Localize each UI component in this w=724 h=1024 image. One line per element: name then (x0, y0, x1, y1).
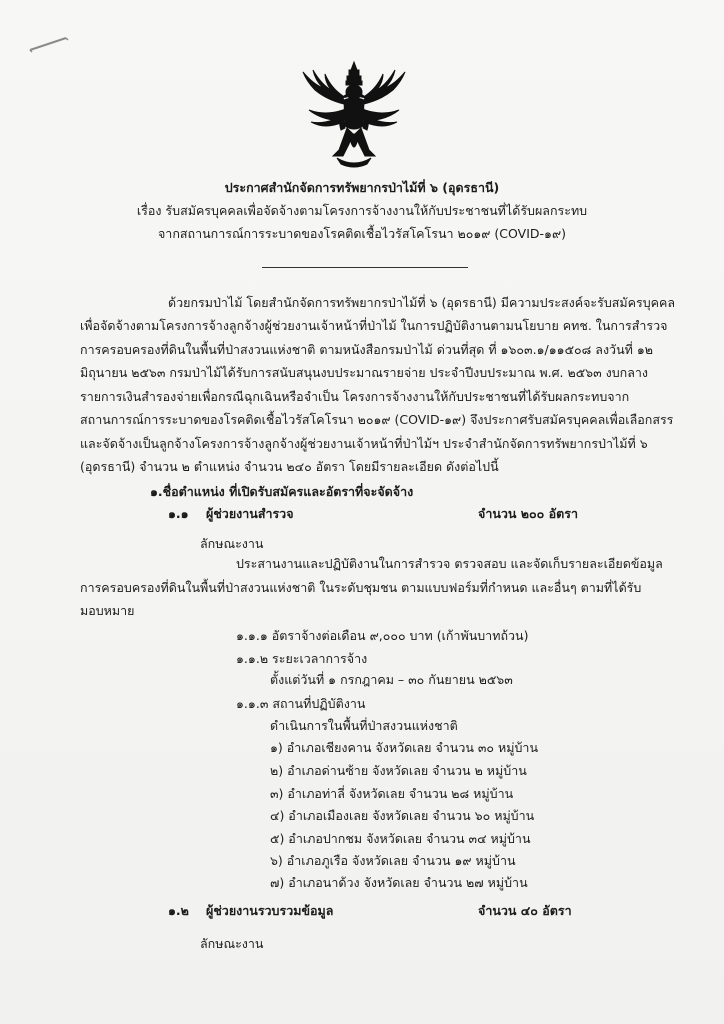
position-1-count: จำนวน ๒๐๐ อัตรา (478, 506, 579, 521)
district-item-2: ๒) อำเภอด่านซ้าย จังหวัดเลย จำนวน ๒ หมู่บ้าน (270, 763, 527, 778)
position-1-number: ๑.๑ (168, 506, 189, 521)
position-1-duty-label: ลักษณะงาน (200, 536, 264, 551)
place-label: ๑.๑.๓ สถานที่ปฏิบัติงาน (236, 696, 366, 711)
announcement-title: ประกาศสำนักจัดการทรัพยากรป่าไม้ที่ ๖ (อุดรธานี) (224, 180, 500, 195)
body-line-3: การครอบครองที่ดินในพื้นที่ป่าสงวนแห่งชาติ ตามหนังสือกรมป่าไม้ ด่วนที่สุด ที่ ๑๖๐๓.๑/๑๑๕๐๘ ลงวันที่ ๑๒ (80, 342, 654, 357)
body-line-7: และจัดจ้างเป็นลูกจ้างโครงการจ้างลูกจ้างผู้ช่วยงานเจ้าหน้าที่ป่าไม้ฯ ประจำสำนักจัดการทรัพยากรป่าไม้ที่ ๖ (80, 436, 648, 451)
district-item-4: ๔) อำเภอเมืองเลย จังหวัดเลย จำนวน ๖๐ หมู่บ้าน (270, 808, 535, 823)
body-line-8: (อุดรธานี) จำนวน ๒ ตำแหน่ง จำนวน ๒๔๐ อัตรา โดยมีรายละเอียด ดังต่อไปนี้ (80, 459, 499, 474)
subject-line-2: จากสถานการณ์การระบาดของโรคติดเชื้อไวรัสโคโรนา ๒๐๑๙ (COVID-๑๙) (157, 226, 566, 241)
wage-item: ๑.๑.๑ อัตราจ้างต่อเดือน ๙,๐๐๐ บาท (เก้าพันบาทถ้วน) (236, 628, 529, 643)
body-line-5: รายการเงินสำรองจ่ายเพื่อกรณีฉุกเฉินหรือจำเป็น โครงการจ้างงานให้กับประชาชนที่ได้รับผลกระทบจาก (80, 389, 630, 404)
position-2-count: จำนวน ๔๐ อัตรา (478, 903, 572, 918)
place-intro: ดำเนินการในพื้นที่ป่าสงวนแห่งชาติ (270, 718, 458, 733)
garuda-emblem (297, 60, 411, 170)
body-line-4: มิถุนายน ๒๕๖๓ กรมป่าไม้ได้รับการสนับสนุนงบประมาณรายจ่าย ประจำปีงบประมาณ พ.ศ. ๒๕๖๓ งบกลาง (80, 365, 649, 380)
position-2-title: ผู้ช่วยงานรวบรวมข้อมูล (206, 903, 334, 918)
position-1-title: ผู้ช่วยงานสำรวจ (206, 506, 294, 521)
body-line-6: สถานการณ์การระบาดของโรคติดเชื้อไวรัสโคโรนา ๒๐๑๙ (COVID-๑๙) จึงประกาศรับสมัครบุคคลเพื่อเลือกสรร (80, 412, 674, 427)
district-item-5: ๕) อำเภอปากชม จังหวัดเลย จำนวน ๓๔ หมู่บ้าน (270, 831, 531, 846)
subject-line-1: เรื่อง รับสมัครบุคคลเพื่อจัดจ้างตามโครงการจ้างงานให้กับประชาชนที่ได้รับผลกระทบ (136, 203, 588, 218)
district-item-3: ๓) อำเภอท่าลี่ จังหวัดเลย จำนวน ๒๘ หมู่บ้าน (270, 786, 514, 801)
position-1-duty-line-2: การครอบครองที่ดินในพื้นที่ป่าสงวนแห่งชาติ ในระดับชุมชน ตามแบบฟอร์มที่กำหนด และอื่นๆ ตามที่ได้รับ (80, 580, 642, 595)
body-line-1: ด้วยกรมป่าไม้ โดยสำนักจัดการทรัพยากรป่าไม้ที่ ๖ (อุดรธานี) มีความประสงค์จะรับสมัครบุคคล (168, 295, 676, 310)
position-2-duty-label: ลักษณะงาน (200, 936, 264, 951)
staple-mark (26, 34, 70, 54)
district-item-7: ๗) อำเภอนาด้วง จังหวัดเลย จำนวน ๒๗ หมู่บ้าน (270, 875, 528, 890)
district-item-6: ๖) อำเภอภูเรือ จังหวัดเลย จำนวน ๑๙ หมู่บ้าน (270, 853, 516, 868)
period-label: ๑.๑.๒ ระยะเวลาการจ้าง (236, 651, 368, 666)
position-2-number: ๑.๒ (168, 903, 189, 918)
district-item-1: ๑) อำเภอเชียงคาน จังหวัดเลย จำนวน ๓๐ หมู่บ้าน (270, 740, 538, 755)
section-1-heading: ๑.ชื่อตำแหน่ง ที่เปิดรับสมัครและอัตราที่จะจัดจ้าง (150, 484, 414, 499)
position-1-duty-line-3: มอบหมาย (80, 603, 135, 618)
body-line-2: เพื่อจัดจ้างตามโครงการจ้างลูกจ้างผู้ช่วยงานเจ้าหน้าที่ป่าไม้ ในการปฏิบัติงานตามนโยบาย คทช. ในการสำรวจ (80, 318, 668, 333)
period-value: ตั้งแต่วันที่ ๑ กรกฎาคม – ๓๐ กันยายน ๒๕๖๓ (270, 672, 513, 687)
title-divider (262, 267, 468, 268)
position-1-duty-line-1: ประสานงานและปฏิบัติงานในการสำรวจ ตรวจสอบ และจัดเก็บรายละเอียดข้อมูล (236, 556, 663, 571)
